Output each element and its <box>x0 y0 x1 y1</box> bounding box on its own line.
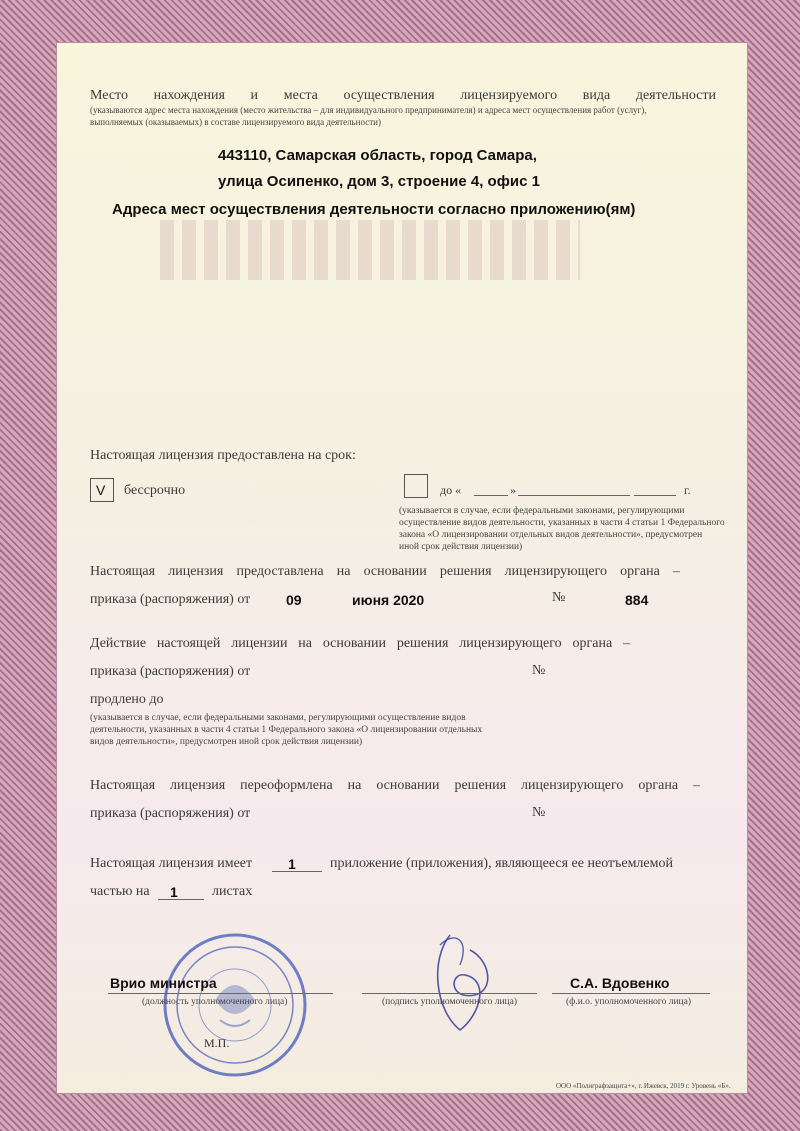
extension-note-line2: деятельности, указанных в части 4 статьи 1 Федерального закона «О лицензировании отдельных <box>90 725 483 735</box>
until-day-line <box>474 495 508 496</box>
name-caption: (ф.и.о. уполномоченного лица) <box>566 997 692 1007</box>
location-heading: Место нахождения и места осуществления лицензируемого вида деятельности <box>90 88 716 103</box>
term-heading: Настоящая лицензия предоставлена на срок: <box>90 448 356 463</box>
appendix-line2-prefix: частью на <box>90 884 150 899</box>
basis-line2-prefix: приказа (распоряжения) от <box>90 592 251 607</box>
signature-line <box>362 993 537 994</box>
background-watermark <box>160 220 580 280</box>
printer-imprint: ООО «Полиграфзащита+», г. Ижевск, 2019 г. Уровень «Б». <box>556 1082 731 1090</box>
until-year-line <box>634 495 676 496</box>
basis-number-sign: № <box>552 590 566 605</box>
position-caption: (должность уполномоченного лица) <box>142 997 288 1007</box>
appendix-sheets: 1 <box>170 884 178 900</box>
signature-caption: (подпись уполномоченного лица) <box>382 997 518 1007</box>
signatory-position: Врио министра <box>110 975 217 991</box>
address-line-3: Адреса мест осуществления деятельности согласно приложению(ям) <box>112 201 636 218</box>
appendix-suffix: приложение (приложения), являющееся ее неотъемлемой <box>330 856 673 871</box>
until-mid: » <box>510 483 516 497</box>
basis-line1: Настоящая лицензия предоставлена на основании решения лицензирующего органа – <box>90 564 680 579</box>
signatory-name: С.А. Вдовенко <box>570 975 670 991</box>
appendix-count: 1 <box>288 856 296 872</box>
location-note-line2: выполняемых (оказываемых) в составе лицензируемого вида деятельности) <box>90 117 381 127</box>
location-note-line1: (указываются адрес места нахождения (место жительства – для индивидуального предпринимателя) и адреса мест осуществления работ (услуг), <box>90 105 647 115</box>
appendix-line2-suffix: листах <box>212 884 253 899</box>
extension-note-line1: (указывается в случае, если федеральными законами, регулирующими осуществление видов <box>90 713 466 723</box>
term-note-line3: закона «О лицензировании отдельных видов деятельности», предусмотрен <box>399 530 703 540</box>
unlimited-check-mark: V <box>96 482 106 498</box>
unlimited-checkbox <box>90 478 114 502</box>
extension-number-sign: № <box>532 663 546 678</box>
basis-month-year: июня 2020 <box>352 592 425 608</box>
until-prefix: до « <box>440 483 462 497</box>
reissue-line2-prefix: приказа (распоряжения) от <box>90 806 251 821</box>
reissue-number-sign: № <box>532 805 546 820</box>
appendix-sheets-line <box>158 899 204 900</box>
reissue-line1: Настоящая лицензия переоформлена на основании решения лицензирующего органа – <box>90 778 700 793</box>
extension-line1: Действие настоящей лицензии на основании решения лицензирующего органа – <box>90 636 630 651</box>
stamp-mark-label: М.П. <box>204 1036 230 1050</box>
basis-number: 884 <box>625 592 649 608</box>
position-line <box>108 993 333 994</box>
extension-note-line3: видов деятельности», предусмотрен иной срок действия лицензии) <box>90 737 363 747</box>
term-note-line1: (указывается в случае, если федеральными законами, регулирующими <box>399 506 685 516</box>
address-line-2: улица Осипенко, дом 3, строение 4, офис 1 <box>218 173 540 190</box>
term-note-line4: иной срок действия лицензии) <box>399 542 523 552</box>
appendix-count-line <box>272 871 322 872</box>
until-checkbox <box>404 474 428 498</box>
extended-until-label: продлено до <box>90 692 164 707</box>
appendix-prefix: Настоящая лицензия имеет <box>90 856 253 871</box>
basis-day: 09 <box>286 592 302 608</box>
extension-line2-prefix: приказа (распоряжения) от <box>90 664 251 679</box>
unlimited-label: бессрочно <box>124 483 186 498</box>
handwritten-signature <box>420 920 510 1040</box>
until-month-line <box>518 495 630 496</box>
until-suffix: г. <box>684 483 691 497</box>
address-line-1: 443110, Самарская область, город Самара, <box>218 147 537 164</box>
term-note-line2: осуществление видов деятельности, указанных в части 4 статьи 1 Федерального <box>399 518 725 528</box>
name-line <box>552 993 710 994</box>
